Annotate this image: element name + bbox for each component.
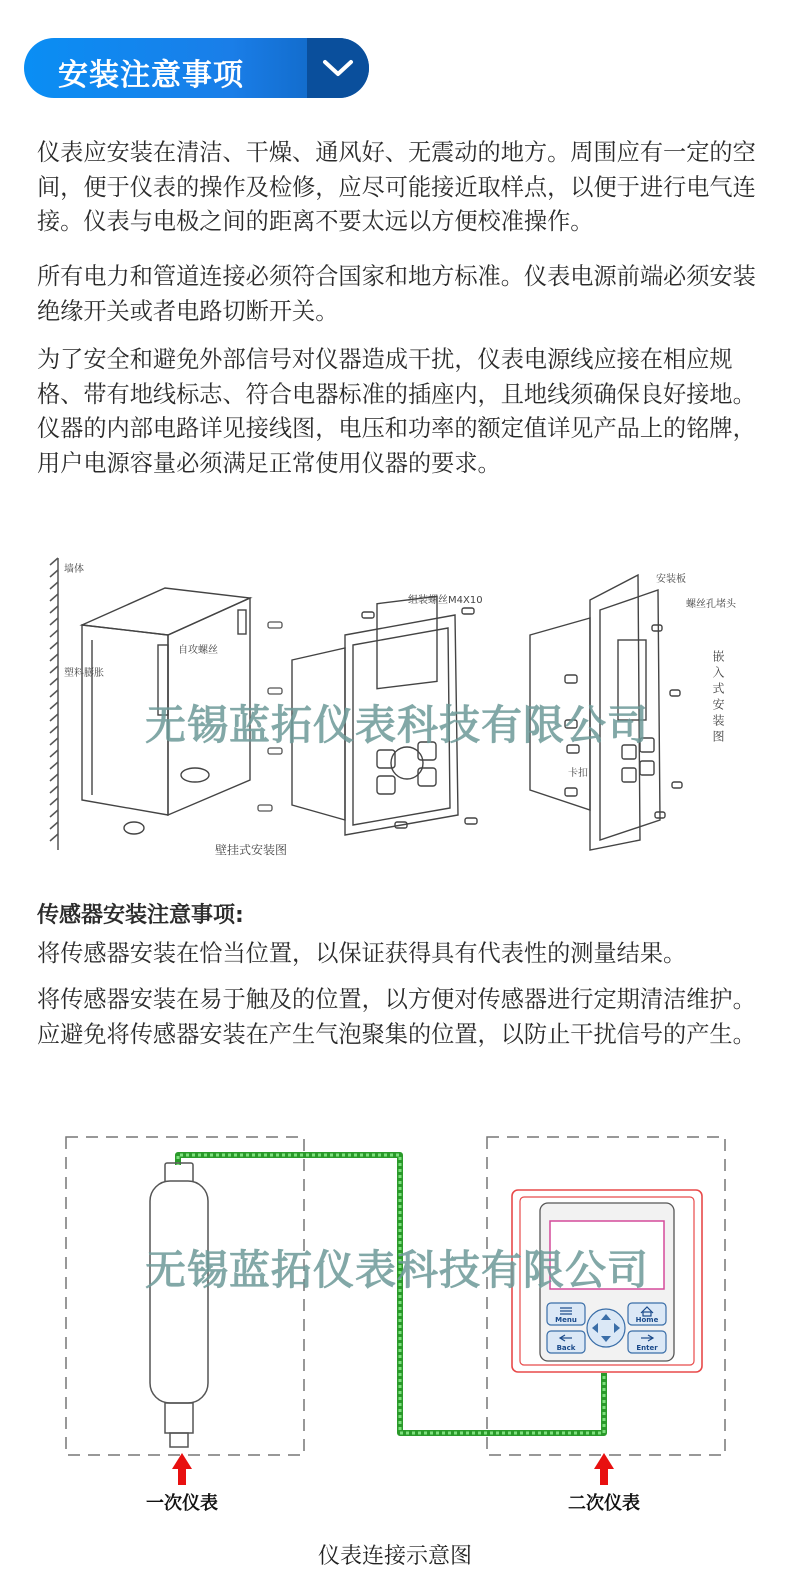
- label-clip: 卡扣: [568, 768, 588, 779]
- arrow-primary-icon: [172, 1453, 192, 1485]
- button-home-label: Home: [635, 1316, 659, 1324]
- button-back-label: Back: [556, 1344, 576, 1352]
- paragraph-install-location: 仪表应安装在清洁、干燥、通风好、无震动的地方。周围应有一定的空间，便于仪表的操作及检修，应尽可能接近取样点，以便于进行电气连接。仪表与电极之间的距离不要太远以方便校准操作。: [37, 139, 756, 235]
- button-menu-label: Menu: [555, 1316, 577, 1324]
- label-mounting-plate: 安装板: [656, 574, 686, 585]
- paragraph-sensor-access: 将传感器安装在易于触及的位置，以方便对传感器进行定期清洁维护。应避免将传感器安装在产生气泡聚集的位置，以防止干扰信号的产生。: [37, 986, 756, 1048]
- arrow-secondary-icon: [594, 1453, 614, 1485]
- label-plastic-anchor: 塑料膨胀: [64, 668, 104, 679]
- label-embedded-caption: 嵌入式安装图: [711, 650, 725, 746]
- primary-instrument-label: 一次仪表: [146, 1493, 218, 1514]
- wall-hatch: [50, 558, 58, 850]
- paragraph-power-standard: 所有电力和管道连接必须符合国家和地方标准。仪表电源前端必须安装绝缘开关或者电路切断开关。: [37, 263, 756, 325]
- secondary-instrument-label: 二次仪表: [568, 1493, 640, 1514]
- label-wall: 墙体: [64, 564, 84, 575]
- connection-figure: [0, 1125, 790, 1581]
- watermark-1: 无锡蓝拓仪表科技有限公司: [145, 701, 649, 749]
- connection-caption: 仪表连接示意图: [317, 1544, 473, 1569]
- label-screw-hole-plug: 螺丝孔堵头: [686, 599, 736, 610]
- label-self-tapping-screw: 自攻螺丝: [178, 645, 218, 656]
- chevron-down-icon[interactable]: [307, 38, 369, 98]
- paragraph-sensor-position: 将传感器安装在恰当位置，以保证获得具有代表性的测量结果。: [37, 940, 687, 967]
- sensor-section-title: 传感器安装注意事项:: [37, 903, 244, 928]
- section-header: [24, 38, 369, 98]
- sensor: [150, 1163, 208, 1447]
- watermark-2: 无锡蓝拓仪表科技有限公司: [145, 1246, 649, 1294]
- paragraph-safety-grounding: 为了安全和避免外部信号对仪器造成干扰，仪表电源线应接在相应规格、带有地线标志、符合电器标准的插座内，且地线须确保良好接地。仪器的内部电路详见接线图，电压和功率的额定值详见产品上的铭牌，用户电源容量必须满足正常使用仪器的要求。: [37, 346, 756, 477]
- section-title: 安装注意事项: [58, 58, 244, 93]
- label-wall-caption: 壁挂式安装图: [215, 843, 288, 857]
- button-enter-label: Enter: [636, 1344, 658, 1352]
- label-assembly-screw: 组装螺丝M4X10: [408, 595, 483, 606]
